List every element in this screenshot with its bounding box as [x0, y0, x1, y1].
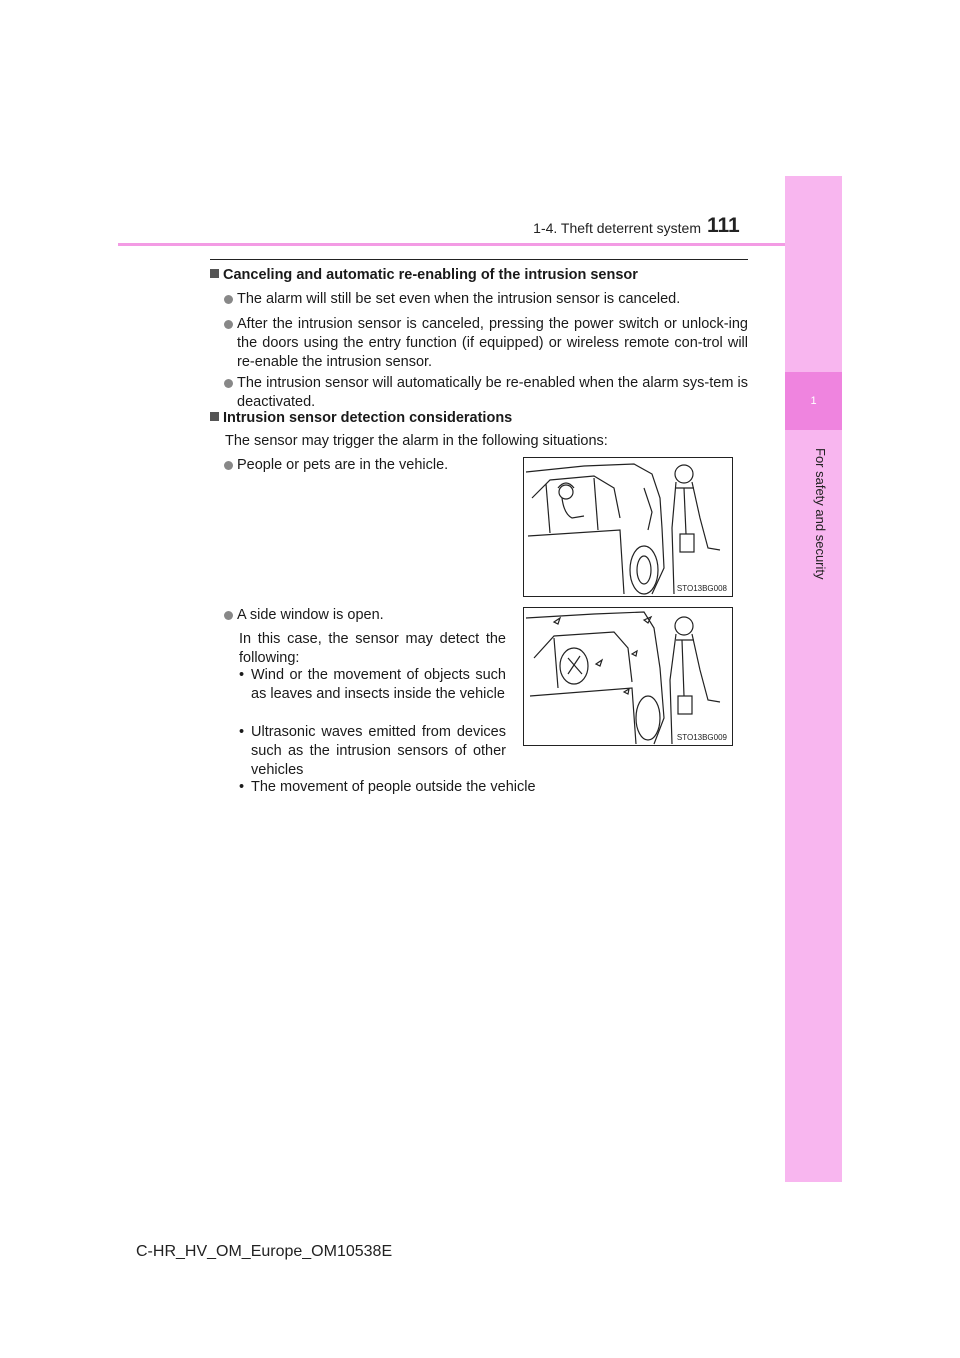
square-bullet-icon: [210, 412, 219, 421]
figure-code: STO13BG008: [676, 584, 727, 593]
section-heading-text: Intrusion sensor detection considerations: [223, 410, 513, 426]
bullet-item: People or pets are in the vehicle.: [224, 456, 506, 475]
chapter-number-tab[interactable]: [785, 372, 842, 430]
sub-item: • Ultrasonic waves emitted from devices such as the intrusion sensors of other vehicles: [239, 724, 506, 778]
sub-item: • The movement of people outside the vehicle: [239, 779, 536, 795]
car-person-illustration: [524, 458, 732, 596]
document-code: C-HR_HV_OM_Europe_OM10538E: [136, 1243, 393, 1260]
header-section-title: 1-4. Theft deterrent system: [533, 220, 701, 236]
section-heading-text: Canceling and automatic re-enabling of the intrusion sensor: [223, 267, 638, 283]
page-number: 111: [707, 214, 740, 237]
circle-bullet-icon: [224, 461, 233, 470]
open-window-illustration: [524, 608, 732, 745]
square-bullet-icon: [210, 269, 219, 278]
illustration-open-window: [523, 607, 733, 746]
chapter-number: 1: [810, 395, 817, 407]
bullet-item: A side window is open.: [224, 606, 506, 625]
circle-bullet-icon: [224, 320, 233, 329]
bullet-item: After the intrusion sensor is canceled, pressing the power switch or unlock-ing the doors using the entry function (if equipped) or wireless remote con-trol will re-enable the intrusion sensor.: [224, 315, 748, 372]
section-intro: The sensor may trigger the alarm in the following situations:: [225, 433, 608, 449]
section-heading-canceling: [210, 266, 638, 285]
sub-item: • Wind or the movement of objects such as leaves and insects inside the vehicle: [239, 667, 506, 702]
circle-bullet-icon: [224, 295, 233, 304]
bullet-item: The intrusion sensor will automatically be re-enabled when the alarm sys-tem is deactivated.: [224, 374, 748, 412]
side-tab: [785, 176, 842, 1182]
illustration-person-near-car: [523, 457, 733, 597]
content-divider: [210, 259, 748, 260]
figure-code: STO13BG009: [676, 733, 727, 742]
circle-bullet-icon: [224, 611, 233, 620]
section-heading-detection: [210, 409, 512, 428]
chapter-title: For safety and security: [813, 448, 828, 580]
item-note: In this case, the sensor may detect the following:: [239, 631, 506, 666]
circle-bullet-icon: [224, 379, 233, 388]
bullet-item: The alarm will still be set even when the intrusion sensor is canceled.: [224, 290, 748, 309]
header-rule: [118, 243, 785, 246]
